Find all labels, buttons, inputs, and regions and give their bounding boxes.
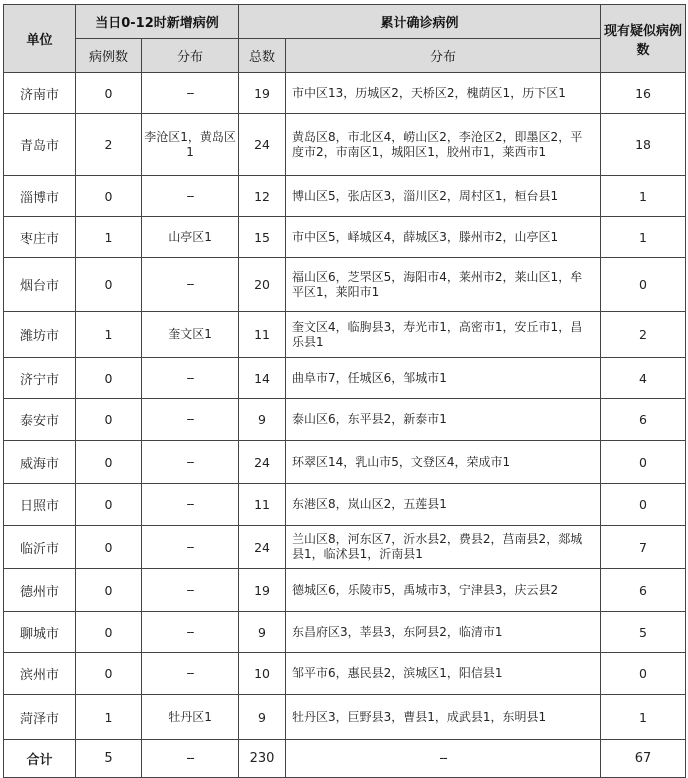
- new-count-cell: 0: [76, 612, 142, 653]
- new-distribution-cell: 李沧区1，黄岛区1: [142, 114, 239, 176]
- distribution-cell: 市中区5，峄城区4，薛城区3，滕州市2，山亭区1: [286, 217, 601, 258]
- table-row: [4, 114, 686, 176]
- suspected-cell: 7: [601, 526, 686, 569]
- table-row: [4, 399, 686, 441]
- new-count-cell: 1: [76, 695, 142, 740]
- total-cell: 9: [239, 399, 286, 441]
- distribution-cell: 邹平市6，惠民县2，滨城区1，阳信县1: [286, 653, 601, 695]
- city-cell: 青岛市: [4, 114, 76, 176]
- new-distribution-cell: --: [142, 441, 239, 484]
- total-cell: 24: [239, 441, 286, 484]
- suspected-cell: 4: [601, 358, 686, 399]
- table-row: [4, 695, 686, 740]
- header-new-count: 病例数: [76, 39, 142, 73]
- suspected-cell: 6: [601, 569, 686, 612]
- header-suspected: 现有疑似病例数: [601, 5, 686, 73]
- suspected-cell: 18: [601, 114, 686, 176]
- distribution-cell: 环翠区14，乳山市5，文登区4，荣成市1: [286, 441, 601, 484]
- cases-table: [3, 4, 686, 778]
- table-row: [4, 176, 686, 217]
- total-cell: 19: [239, 569, 286, 612]
- table-row: [4, 569, 686, 612]
- distribution-cell: 奎文区4，临朐县3，寿光市1，高密市1，安丘市1，昌乐县1: [286, 312, 601, 358]
- city-cell: 济南市: [4, 73, 76, 114]
- new-distribution-cell: --: [142, 399, 239, 441]
- city-cell: 德州市: [4, 569, 76, 612]
- new-count-cell: 2: [76, 114, 142, 176]
- new-distribution-cell: --: [142, 176, 239, 217]
- city-cell: 聊城市: [4, 612, 76, 653]
- header-new-distribution: 分布: [142, 39, 239, 73]
- header-cumulative: 累计确诊病例: [239, 5, 601, 39]
- header-cumulative-distribution: 分布: [286, 39, 601, 73]
- distribution-cell: 东港区8，岚山区2，五莲县1: [286, 484, 601, 526]
- total-cell: 24: [239, 114, 286, 176]
- new-count-cell: 1: [76, 217, 142, 258]
- distribution-cell: 牡丹区3，巨野县3，曹县1，成武县1，东明县1: [286, 695, 601, 740]
- suspected-cell: 0: [601, 653, 686, 695]
- total-new-count: 5: [76, 740, 142, 778]
- new-count-cell: 1: [76, 312, 142, 358]
- distribution-cell: 市中区13，历城区2，天桥区2，槐荫区1，历下区1: [286, 73, 601, 114]
- suspected-cell: 0: [601, 441, 686, 484]
- table-row: [4, 484, 686, 526]
- table-row: [4, 73, 686, 114]
- city-cell: 滨州市: [4, 653, 76, 695]
- new-distribution-cell: 牡丹区1: [142, 695, 239, 740]
- city-cell: 潍坊市: [4, 312, 76, 358]
- new-count-cell: 0: [76, 258, 142, 312]
- city-cell: 淄博市: [4, 176, 76, 217]
- new-distribution-cell: 奎文区1: [142, 312, 239, 358]
- suspected-cell: 0: [601, 258, 686, 312]
- table-row: [4, 441, 686, 484]
- table-row: [4, 526, 686, 569]
- suspected-cell: 16: [601, 73, 686, 114]
- city-cell: 烟台市: [4, 258, 76, 312]
- total-cell: 9: [239, 695, 286, 740]
- distribution-cell: 黄岛区8，市北区4，崂山区2，李沧区2，即墨区2，平度市2，市南区1，城阳区1，胶州市1，莱西市1: [286, 114, 601, 176]
- new-distribution-cell: --: [142, 258, 239, 312]
- table-row: [4, 217, 686, 258]
- city-cell: 日照市: [4, 484, 76, 526]
- total-cell: 11: [239, 312, 286, 358]
- city-cell: 菏泽市: [4, 695, 76, 740]
- new-count-cell: 0: [76, 653, 142, 695]
- total-cell: 20: [239, 258, 286, 312]
- total-row: [4, 740, 686, 778]
- suspected-cell: 1: [601, 176, 686, 217]
- distribution-cell: 泰山区6，东平县2，新泰市1: [286, 399, 601, 441]
- suspected-cell: 6: [601, 399, 686, 441]
- table-row: [4, 358, 686, 399]
- suspected-cell: 1: [601, 217, 686, 258]
- new-count-cell: 0: [76, 569, 142, 612]
- new-count-cell: 0: [76, 176, 142, 217]
- suspected-cell: 5: [601, 612, 686, 653]
- city-cell: 威海市: [4, 441, 76, 484]
- distribution-cell: 东昌府区3，莘县3，东阿县2，临清市1: [286, 612, 601, 653]
- total-distribution: --: [286, 740, 601, 778]
- total-cell: 19: [239, 73, 286, 114]
- total-cell: 24: [239, 526, 286, 569]
- total-new-distribution: --: [142, 740, 239, 778]
- new-count-cell: 0: [76, 441, 142, 484]
- table-row: [4, 312, 686, 358]
- header-unit: 单位: [4, 5, 76, 73]
- table-row: [4, 258, 686, 312]
- new-count-cell: 0: [76, 399, 142, 441]
- total-label: 合计: [4, 740, 76, 778]
- new-count-cell: 0: [76, 526, 142, 569]
- total-cell: 11: [239, 484, 286, 526]
- city-cell: 枣庄市: [4, 217, 76, 258]
- new-count-cell: 0: [76, 484, 142, 526]
- header-new-cases: 当日0-12时新增病例: [76, 5, 239, 39]
- header-total: 总数: [239, 39, 286, 73]
- new-distribution-cell: --: [142, 612, 239, 653]
- city-cell: 临沂市: [4, 526, 76, 569]
- city-cell: 济宁市: [4, 358, 76, 399]
- city-cell: 泰安市: [4, 399, 76, 441]
- new-distribution-cell: --: [142, 484, 239, 526]
- total-cell: 9: [239, 612, 286, 653]
- distribution-cell: 兰山区8，河东区7，沂水县2，费县2，莒南县2，郯城县1，临沭县1，沂南县1: [286, 526, 601, 569]
- suspected-cell: 2: [601, 312, 686, 358]
- distribution-cell: 德城区6，乐陵市5，禹城市3，宁津县3，庆云县2: [286, 569, 601, 612]
- suspected-cell: 1: [601, 695, 686, 740]
- new-distribution-cell: --: [142, 73, 239, 114]
- new-distribution-cell: --: [142, 358, 239, 399]
- distribution-cell: 福山区6，芝罘区5，海阳市4，莱州市2，莱山区1，牟平区1，莱阳市1: [286, 258, 601, 312]
- new-distribution-cell: 山亭区1: [142, 217, 239, 258]
- distribution-cell: 博山区5，张店区3，淄川区2，周村区1，桓台县1: [286, 176, 601, 217]
- table-row: [4, 612, 686, 653]
- new-count-cell: 0: [76, 73, 142, 114]
- total-cell: 10: [239, 653, 286, 695]
- total-cell: 12: [239, 176, 286, 217]
- table-row: [4, 653, 686, 695]
- new-count-cell: 0: [76, 358, 142, 399]
- new-distribution-cell: --: [142, 569, 239, 612]
- new-distribution-cell: --: [142, 526, 239, 569]
- distribution-cell: 曲阜市7，任城区6，邹城市1: [286, 358, 601, 399]
- total-cell: 14: [239, 358, 286, 399]
- total-suspected: 67: [601, 740, 686, 778]
- new-distribution-cell: --: [142, 653, 239, 695]
- total-total: 230: [239, 740, 286, 778]
- total-cell: 15: [239, 217, 286, 258]
- suspected-cell: 0: [601, 484, 686, 526]
